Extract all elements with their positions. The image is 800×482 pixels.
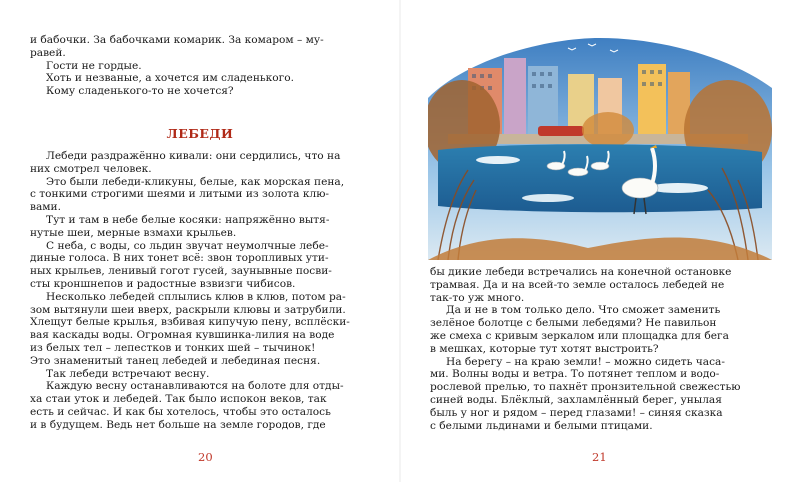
text-line: зом вытянули шеи вверх, раскрыли клювы и затрубили. xyxy=(30,303,346,316)
text-line: Лебеди раздражённо кивали: они сердились, что на xyxy=(46,150,341,162)
text-line: диные голоса. В них тонет всё: звон торопливых ути- xyxy=(30,252,329,265)
text-line: С неба, с воды, со льдин звучат неумолчные лебе- xyxy=(46,239,329,252)
text-line: зелёное болотце с белыми лебедями? Не павильон xyxy=(430,317,717,330)
text-line: равей. xyxy=(30,46,66,59)
text-line: и в будущем. Ведь нет больше на земле городов, где xyxy=(30,418,326,431)
page-number: 21 xyxy=(592,450,607,464)
text-line: Тут и там в небе белые косяки: напряжённо вытя- xyxy=(46,214,330,226)
chapter-heading: ЛЕБЕДИ xyxy=(166,126,234,141)
swans-pond-illustration xyxy=(428,38,772,260)
text-line: Это знаменитый танец лебедей и лебединая песня. xyxy=(30,354,321,367)
text-line: в мешках, которые тут хотят выстроить? xyxy=(430,342,659,355)
text-line: них смотрел человек. xyxy=(30,162,152,175)
text-line: Каждую весну останавливаются на болоте для отды- xyxy=(46,380,344,393)
text-line: так-то уж много. xyxy=(430,291,525,304)
text-line: Хоть и незваные, а хочется им сладенького. xyxy=(46,72,294,85)
text-line: сты кроншнепов и радостные взвизги чибисов. xyxy=(30,278,296,290)
text-line: есть и сейчас. И как бы хотелось, чтобы это осталось xyxy=(30,406,331,418)
text-line: с белыми льдинами и белыми птицами. xyxy=(430,419,653,432)
text-line: Несколько лебедей сплылись клюв в клюв, потом ра- xyxy=(46,290,346,303)
text-line: синей воды. Блёклый, захламлённый берег, унылая xyxy=(430,394,722,406)
text-line: Да и не в том только дело. Что сможет заменить xyxy=(446,304,721,317)
text-line: Так лебеди встречают весну. xyxy=(46,367,210,380)
text-line: На берегу – на краю земли! – можно сидеть часа- xyxy=(446,355,725,368)
text-line: бы дикие лебеди встречались на конечной остановке xyxy=(430,266,732,278)
text-line: же смеха с кривым зеркалом или площадка для бега xyxy=(430,330,729,342)
text-line: вами. xyxy=(30,201,61,214)
page-number: 20 xyxy=(198,450,213,464)
text-line: нутые шеи, мерные взмахи крыльев. xyxy=(30,226,237,239)
text-line: из белых тел – лепестков и тонких шей – тычинок! xyxy=(30,342,316,354)
text-line: Гости не гордые. xyxy=(46,59,142,72)
text-line: Кому сладенького-то не хочется? xyxy=(46,85,234,98)
text-line: вая каскады воды. Огромная кувшинка-лилия на воде xyxy=(30,329,335,342)
text-line: ха стаи уток и лебедей. Так было испокон веков, так xyxy=(30,393,327,406)
text-line: рослевой прелью, то пахнёт пронзительной свежестью xyxy=(430,381,741,394)
text-line: быль у ног и рядом – перед глазами! – синяя сказка xyxy=(430,406,723,419)
text-line: ми. Волны воды и ветра. То потянет теплом и водо- xyxy=(430,368,720,381)
text-line: ных крыльев, ленивый гогот гусей, заунывные посви- xyxy=(30,265,332,278)
text-line: и бабочки. За бабочками комарик. За комаром – му- xyxy=(30,34,324,46)
text-line: Хлещут белые крылья, взбивая кипучую пену, всплёски- xyxy=(30,316,350,329)
text-line: трамвая. Да и на всей-то земле осталось лебедей не xyxy=(430,278,725,291)
right-page xyxy=(400,0,800,482)
text-line: с тонкими строгими шеями и литыми из золота клю- xyxy=(30,188,329,201)
text-line: Это были лебеди-кликуны, белые, как морская пена, xyxy=(46,175,345,188)
